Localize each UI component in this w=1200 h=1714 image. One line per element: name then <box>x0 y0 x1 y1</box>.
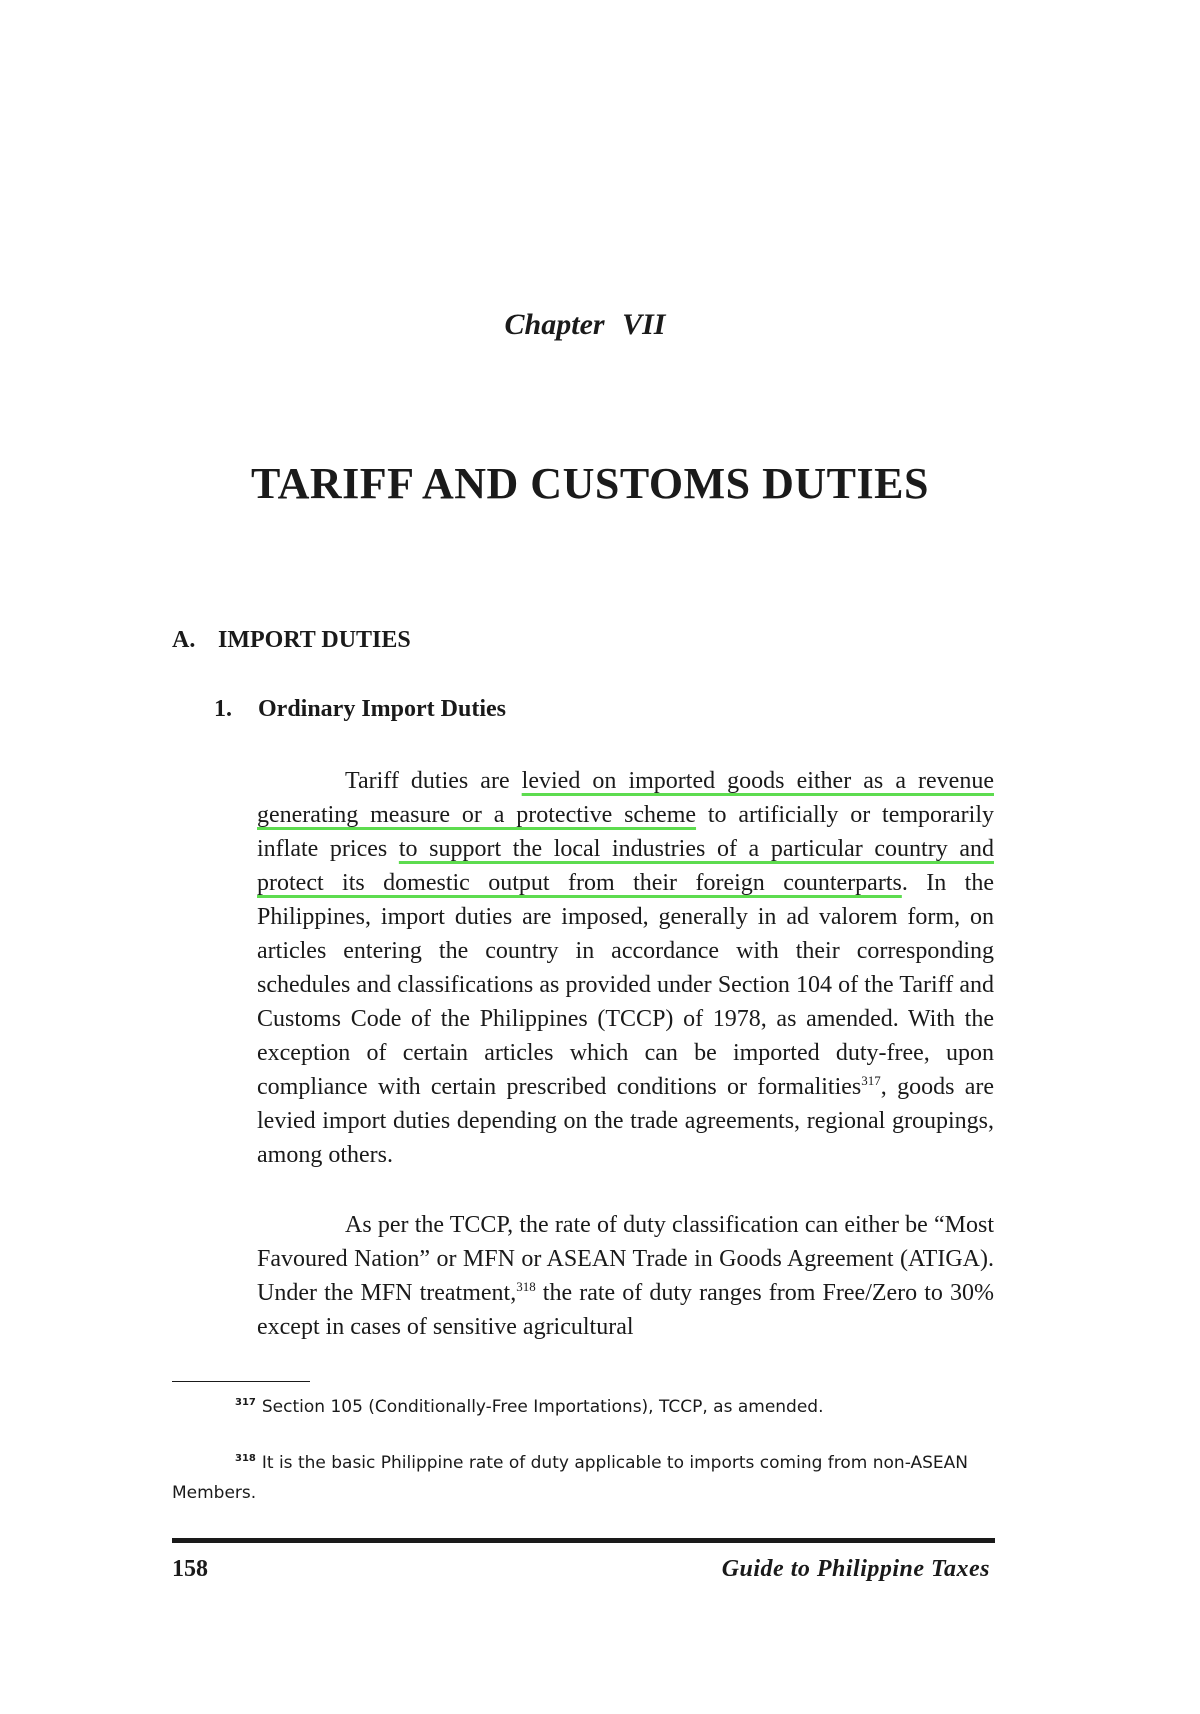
highlighted-text: to support the local industries of a particular country and protect its domestic output from their foreign counterparts <box>257 836 994 896</box>
footnote-318 <box>172 1448 995 1508</box>
paragraph1-text: to artificially or temporarily inflate prices <box>257 802 994 862</box>
paragraph2-text: As per the TCCP, the rate of duty classification can either be “Most Favoured Nation” or MFN or ASEAN Trade in Goods Agreement (ATIGA). Under the MFN treatment, <box>257 1212 994 1306</box>
chapter-label: Chapter VII <box>504 308 666 341</box>
page-number: 158 <box>172 1556 208 1582</box>
section-heading <box>172 627 411 654</box>
paragraph1-text: . In the Philippines, import duties are imposed, generally in ad valorem form, on articles entering the country in accordance with their corresponding schedules and classifications as provided under Section 104 of the Tariff and Customs Code of the Philippines (TCCP) of 1978, as amended. With the exception of certain articles which can be imported duty-free, upon compliance with certain prescribed conditions or formalities <box>257 870 994 1100</box>
subsection-heading <box>214 696 506 723</box>
footnote-ref-318: 318 <box>516 1279 536 1294</box>
section-letter: A. <box>172 627 196 653</box>
footnote-317 <box>172 1392 995 1422</box>
running-title: Guide to Philippine Taxes <box>721 1556 990 1582</box>
paragraph1-text: , goods are levied import duties depending on the trade agreements, regional groupings, among others. <box>257 1074 994 1168</box>
footnote-mark: 317 <box>235 1397 256 1409</box>
chapter-title: TARIFF AND CUSTOMS DUTIES <box>251 459 929 508</box>
paragraph1-text: Tariff duties are <box>345 768 522 794</box>
section-heading-text: IMPORT DUTIES <box>218 627 411 653</box>
footnote-text: Section 105 (Conditionally-Free Importations), TCCP, as amended. <box>261 1397 824 1417</box>
paragraph-ordinary-import-duties <box>257 764 994 1172</box>
paragraph-rate-of-duty <box>257 1208 994 1344</box>
footnote-mark: 318 <box>235 1453 256 1465</box>
footnote-text: It is the basic Philippine rate of duty applicable to imports coming from non-ASEAN Members. <box>172 1453 968 1503</box>
footnote-ref-317: 317 <box>861 1073 881 1088</box>
paragraph2-text: the rate of duty ranges from Free/Zero to 30% except in cases of sensitive agricultural <box>257 1280 994 1340</box>
footer-divider <box>172 1538 995 1543</box>
highlighted-text: levied on imported goods either as a revenue generating measure or a protective scheme <box>257 768 994 828</box>
footnote-divider <box>172 1381 310 1382</box>
subsection-heading-text: Ordinary Import Duties <box>258 696 506 722</box>
subsection-number: 1. <box>214 696 232 722</box>
